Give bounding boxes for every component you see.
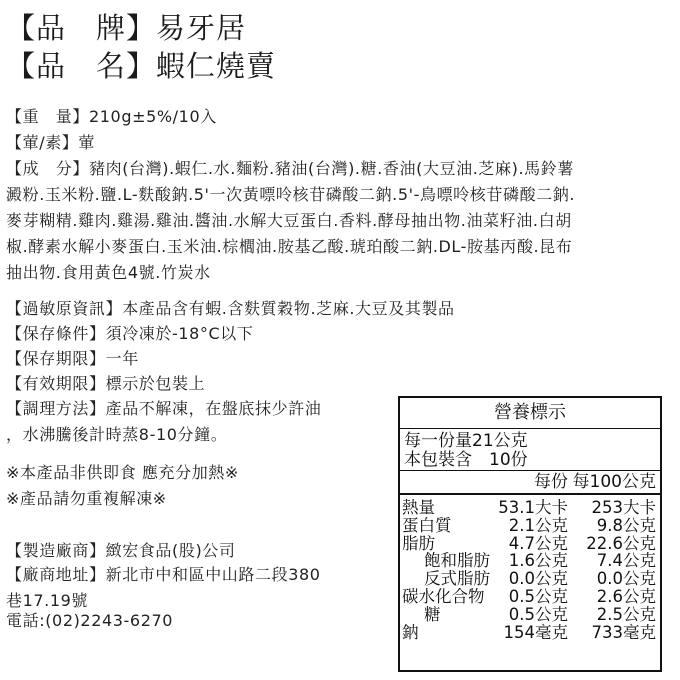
- product-name-line: 【品 名】蝦仁燒賣: [6, 49, 277, 83]
- ingredients-line: 【成 分】豬肉(台灣).蝦仁.水.麵粉.豬油(台灣).糖.香油(大豆油.芝麻).馬鈴薯: [6, 159, 574, 178]
- ingredients-line: 麥芽糊精.雞肉.雞湯.雞油.醬油.水解大豆蛋白.香料.酵母抽出物.油菜籽油.白胡: [6, 211, 572, 230]
- per-serving-value: 154毫克: [503, 622, 568, 642]
- per-100g-value: 9.8公克: [596, 515, 656, 535]
- col-per-100g: 每100公克: [572, 472, 656, 492]
- address-block: [6, 556, 321, 614]
- cooking-line: ，水沸騰後計時蒸8-10分鐘。: [6, 425, 228, 444]
- nutrient-name: 糖: [424, 604, 441, 624]
- veg-meat-line: 【葷/素】葷: [6, 133, 95, 152]
- nutrition-title: 營養標示: [400, 398, 660, 429]
- storage-line: 【保存條件】須冷凍於-18°C以下: [6, 324, 254, 343]
- nutrient-name: 熱量: [402, 498, 435, 517]
- per-100g-value: 22.6公克: [586, 533, 656, 553]
- nutrition-row: [400, 624, 660, 642]
- per-serving-value: 0.0公克: [508, 569, 568, 589]
- expiry-line: 【有效期限】標示於包裝上: [6, 374, 206, 393]
- per-100g-value: 2.6公克: [596, 586, 656, 606]
- nutrient-name: 鈉: [402, 622, 419, 642]
- nutrition-row: [400, 552, 660, 570]
- nutrient-name: 飽和脂肪: [424, 551, 490, 571]
- phone-line: 電話:(02)2243-6270: [6, 611, 174, 630]
- nutrient-name: 脂肪: [402, 533, 435, 553]
- nutrient-name: 碳水化合物: [402, 586, 485, 606]
- nutrition-header-row: [400, 471, 660, 493]
- manufacturer-line: 【製造廠商】緻宏食品(股)公司: [6, 541, 236, 560]
- col-per-serving: 每份: [534, 472, 568, 492]
- per-serving-value: 0.5公克: [508, 604, 568, 624]
- ingredients-line: 椒.酵素水解小麥蛋白.玉米油.棕櫚油.胺基乙酸.琥珀酸二鈉.DL-胺基丙酸.昆布: [6, 237, 573, 256]
- nutrition-row: [400, 570, 660, 588]
- cooking-line: 【調理方法】產品不解凍，在盤底抹少許油: [6, 399, 322, 418]
- nutrition-row: [400, 535, 660, 553]
- per-serving-value: 53.1大卡: [498, 498, 568, 517]
- cooking-block: [6, 396, 321, 448]
- per-100g-value: 0.0公克: [596, 569, 656, 589]
- note-line: ※產品請勿重複解凍※: [6, 489, 167, 508]
- address-line: 【廠商地址】新北市中和區中山路二段380: [6, 565, 321, 584]
- per-100g-value: 2.5公克: [596, 604, 656, 624]
- shelf-life-line: 【保存期限】一年: [6, 349, 139, 368]
- nutrition-rows: [400, 495, 660, 641]
- nutrition-row: [400, 517, 660, 535]
- nutrition-table: [398, 396, 662, 672]
- weight-line: 【重 量】210g±5%/10入: [6, 107, 217, 126]
- ingredients-line: 抽出物.食用黃色4號.竹炭水: [6, 263, 211, 282]
- nutrition-row: [400, 606, 660, 624]
- per-serving-value: 1.6公克: [508, 551, 568, 571]
- per-serving-value: 4.7公克: [508, 533, 568, 553]
- per-serving-value: 2.1公克: [508, 515, 568, 535]
- brand-line: 【品 牌】易牙居: [6, 11, 247, 45]
- ingredients-line: 澱粉.玉米粉.鹽.L-麩酸鈉.5'一次黃嘌呤核苷磷酸二鈉.5'-鳥嘌呤核苷磷酸二鈉.: [6, 185, 576, 204]
- nutrient-name: 反式脂肪: [424, 569, 490, 589]
- serving-size: 每一份量21公克: [404, 431, 528, 451]
- allergen-line: 【過敏原資訊】本產品含有蝦.含麩質穀物.芝麻.大豆及其製品: [6, 299, 455, 318]
- address-line: 巷17.19號: [6, 591, 89, 610]
- nutrition-row: [400, 499, 660, 517]
- nutrition-row: [400, 588, 660, 606]
- servings-per-package: 本包裝含 10份: [404, 450, 528, 470]
- ingredients-block: [6, 156, 575, 286]
- per-100g-value: 733毫克: [591, 622, 656, 642]
- per-100g-value: 253大卡: [591, 498, 656, 517]
- notes-block: [6, 460, 239, 512]
- per-100g-value: 7.4公克: [596, 551, 656, 571]
- per-serving-value: 0.5公克: [508, 586, 568, 606]
- note-line: ※本產品非供即食 應充分加熱※: [6, 463, 239, 482]
- nutrient-name: 蛋白質: [402, 515, 452, 535]
